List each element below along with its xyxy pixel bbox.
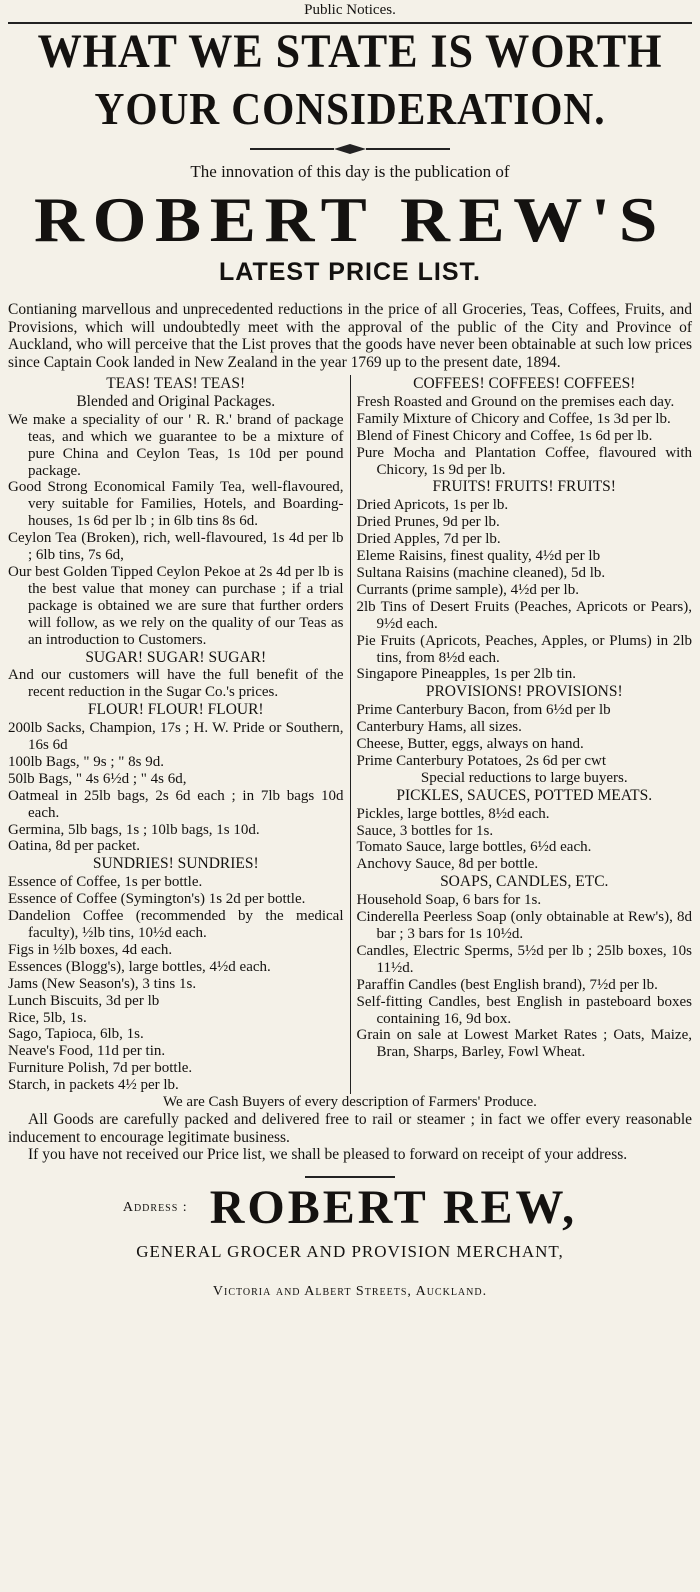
headline-line-1: WHAT WE STATE IS WORTH — [37, 25, 663, 78]
price-item: Our best Golden Tipped Ceylon Pekoe at 2s 4d per lb is the best value that money can purchase ; if a trial package is obtained we are sure that further orders will follow, as we rely on the quality of our Teas as an introduction to Customers. — [8, 563, 344, 648]
ornament-divider — [8, 142, 692, 156]
sundries-list — [8, 874, 344, 1094]
price-item: Furniture Polish, 7d per bottle. — [8, 1060, 193, 1077]
intro-paragraph: Contianing marvellous and unprecedented reductions in the price of all Groceries, Teas, Coffees, Fruits, and Provisions, which will undoubtedly meet with the approval of the public of the City and Province of Auckland, who will perceive that the List proves that the goods have never been obtainable at such low prices since Captain Cook landed in New Zealand in the year 1769 up to the present date, 1894. — [8, 301, 692, 371]
merchant-name-title: ROBERT REW'S — [34, 184, 666, 255]
price-item: Self-fitting Candles, best English in pasteboard boxes containing 16, 9d box. — [356, 993, 692, 1027]
price-item: Sultana Raisins (machine cleaned), 5d lb. — [356, 564, 606, 581]
address-name: ROBERT REW, — [209, 1180, 578, 1234]
price-item: Essence of Coffee (Symington's) 1s 2d per bottle. — [8, 891, 306, 908]
price-item: Lunch Biscuits, 3d per lb — [8, 992, 160, 1009]
pickles-heading: PICKLES, SAUCES, POTTED MEATS. — [396, 786, 653, 804]
address-divider — [305, 1176, 395, 1178]
right-column — [350, 375, 693, 1094]
price-list-title: LATEST PRICE LIST. — [219, 258, 481, 286]
provisions-heading: PROVISIONS! PROVISIONS! — [425, 683, 623, 701]
street-address: Victoria and Albert Streets, Auckland. — [212, 1283, 488, 1299]
coffees-heading: COFFEES! COFFEES! COFFEES! — [413, 375, 636, 392]
price-item: Fresh Roasted and Ground on the premises each day. — [356, 393, 675, 410]
ornament-rule-icon — [250, 143, 450, 155]
sugar-list — [8, 667, 344, 701]
price-item: Good Strong Economical Family Tea, well-flavoured, very suitable for Families, Hotels, and Boarding-houses, 1s 6d per lb ; in 6lb tins 8s 6d. — [8, 479, 344, 530]
sundries-heading: SUNDRIES! SUNDRIES! — [92, 855, 259, 873]
price-item: 100lb Bags, " 9s ; " 8s 9d. — [8, 753, 165, 770]
price-columns — [8, 375, 692, 1094]
headline-line-2: YOUR CONSIDERATION. — [94, 83, 606, 134]
teas-list — [8, 412, 344, 649]
price-item: Figs in ½lb boxes, 4d each. — [8, 941, 173, 958]
trade-description: GENERAL GROCER AND PROVISION MERCHANT, — [136, 1241, 564, 1261]
flour-heading: FLOUR! FLOUR! FLOUR! — [87, 701, 264, 719]
flour-list — [8, 720, 344, 855]
coffees-list — [357, 394, 693, 479]
price-item: Canterbury Hams, all sizes. — [356, 719, 522, 736]
price-item: Oatina, 8d per packet. — [8, 838, 141, 855]
soaps-list — [357, 892, 693, 1061]
price-item: Blend of Finest Chicory and Coffee, 1s 6d per lb. — [356, 427, 653, 444]
price-item: Dried Apples, 7d per lb. — [356, 531, 501, 548]
intro-line: The innovation of this day is the publication of — [190, 162, 510, 181]
price-list-request: If you have not received our Price list, we shall be pleased to forward on receipt of your address. — [28, 1146, 628, 1164]
price-item: And our customers will have the full benefit of the recent reduction in the Sugar Co.'s prices. — [8, 667, 344, 701]
price-item: Sago, Tapioca, 6lb, 1s. — [8, 1026, 144, 1043]
price-item: Neave's Food, 11d per tin. — [8, 1043, 166, 1060]
price-item: 50lb Bags, " 4s 6½d ; " 4s 6d, — [8, 770, 187, 787]
price-item: Sauce, 3 bottles for 1s. — [356, 822, 494, 839]
price-item: Family Mixture of Chicory and Coffee, 1s 3d per lb. — [356, 410, 671, 427]
delivery-paragraph: All Goods are carefully packed and delivered free to rail or steamer ; in fact we offer every reasonable inducement to encourage legitimate business. — [8, 1111, 692, 1146]
address-label: Address : — [122, 1199, 188, 1215]
price-item: Prime Canterbury Bacon, from 6½d per lb — [356, 702, 611, 719]
teas-subheading: Blended and Original Packages. — [76, 392, 276, 410]
price-item: Germina, 5lb bags, 1s ; 10lb bags, 1s 10d. — [8, 821, 260, 838]
price-item: Pickles, large bottles, 8½d each. — [356, 805, 550, 822]
price-item: We make a speciality of our ' R. R.' brand of package teas, and which we guarantee to be a mixture of pure China and Ceylon Teas, 1s 10d per pound package. — [8, 411, 344, 479]
price-item: Pure Mocha and Plantation Coffee, flavoured with Chicory, 1s 9d per lb. — [356, 444, 692, 478]
price-item: Cheese, Butter, eggs, always on hand. — [356, 736, 584, 753]
price-item: Dried Apricots, 1s per lb. — [356, 497, 509, 514]
left-column — [8, 375, 350, 1094]
price-item: Candles, Electric Sperms, 5½d per lb ; 25lb boxes, 10s 11½d. — [356, 942, 692, 976]
price-item: Cinderella Peerless Soap (only obtainable at Rew's), 8d bar ; 3 bars for 1s 10½d. — [356, 909, 692, 942]
price-item: Eleme Raisins, finest quality, 4½d per lb — [356, 548, 601, 565]
price-item: Grain on sale at Lowest Market Rates ; Oats, Maize, Bran, Sharps, Barley, Fowl Wheat. — [356, 1027, 692, 1061]
address-block — [8, 1180, 692, 1234]
section-label: Public Notices. — [304, 2, 396, 18]
price-item: Essence of Coffee, 1s per bottle. — [8, 874, 203, 891]
price-item: Household Soap, 6 bars for 1s. — [356, 892, 542, 909]
price-item: Dandelion Coffee (recommended by the medical faculty), ½lb tins, 10½d each. — [8, 908, 344, 941]
price-item: Dried Prunes, 9d per lb. — [356, 514, 500, 531]
price-item: Singapore Pineapples, 1s per 2lb tin. — [356, 666, 577, 683]
price-item: Currants (prime sample), 4½d per lb. — [356, 581, 579, 598]
provisions-note: Special reductions to large buyers. — [420, 769, 628, 786]
price-item: Tomato Sauce, large bottles, 6½d each. — [356, 839, 592, 856]
price-item: Paraffin Candles (best English brand), 7½d per lb. — [356, 976, 658, 993]
price-item: Prime Canterbury Potatoes, 2s 6d per cwt — [356, 752, 607, 769]
price-item: Rice, 5lb, 1s. — [8, 1009, 87, 1026]
price-item: Jams (New Season's), 3 tins 1s. — [8, 975, 197, 992]
price-item: Anchovy Sauce, 8d per bottle. — [356, 856, 539, 873]
price-item: Essences (Blogg's), large bottles, 4½d each. — [8, 958, 271, 975]
price-item: Ceylon Tea (Broken), rich, well-flavoured, 1s 4d per lb ; 6lb tins, 7s 6d, — [8, 530, 344, 564]
provisions-list — [357, 702, 693, 770]
price-item: Pie Fruits (Apricots, Peaches, Apples, or Plums) in 2lb tins, from 8½d each. — [356, 632, 692, 666]
fruits-list — [357, 497, 693, 683]
price-item: Oatmeal in 25lb bags, 2s 6d each ; in 7lb bags 10d each. — [8, 787, 344, 821]
top-rule — [8, 22, 692, 24]
price-item: 200lb Sacks, Champion, 17s ; H. W. Pride or Southern, 16s 6d — [8, 720, 344, 754]
fruits-heading: FRUITS! FRUITS! FRUITS! — [432, 478, 616, 496]
pickles-list — [357, 806, 693, 874]
soaps-heading: SOAPS, CANDLES, ETC. — [440, 873, 609, 891]
cash-buyers-line: We are Cash Buyers of every description of Farmers' Produce. — [163, 1094, 537, 1111]
price-item: 2lb Tins of Desert Fruits (Peaches, Apricots or Pears), 9½d each. — [356, 598, 692, 632]
price-item: Starch, in packets 4½ per lb. — [8, 1077, 179, 1094]
sugar-heading: SUGAR! SUGAR! SUGAR! — [85, 648, 267, 666]
teas-heading: TEAS! TEAS! TEAS! — [106, 375, 246, 392]
